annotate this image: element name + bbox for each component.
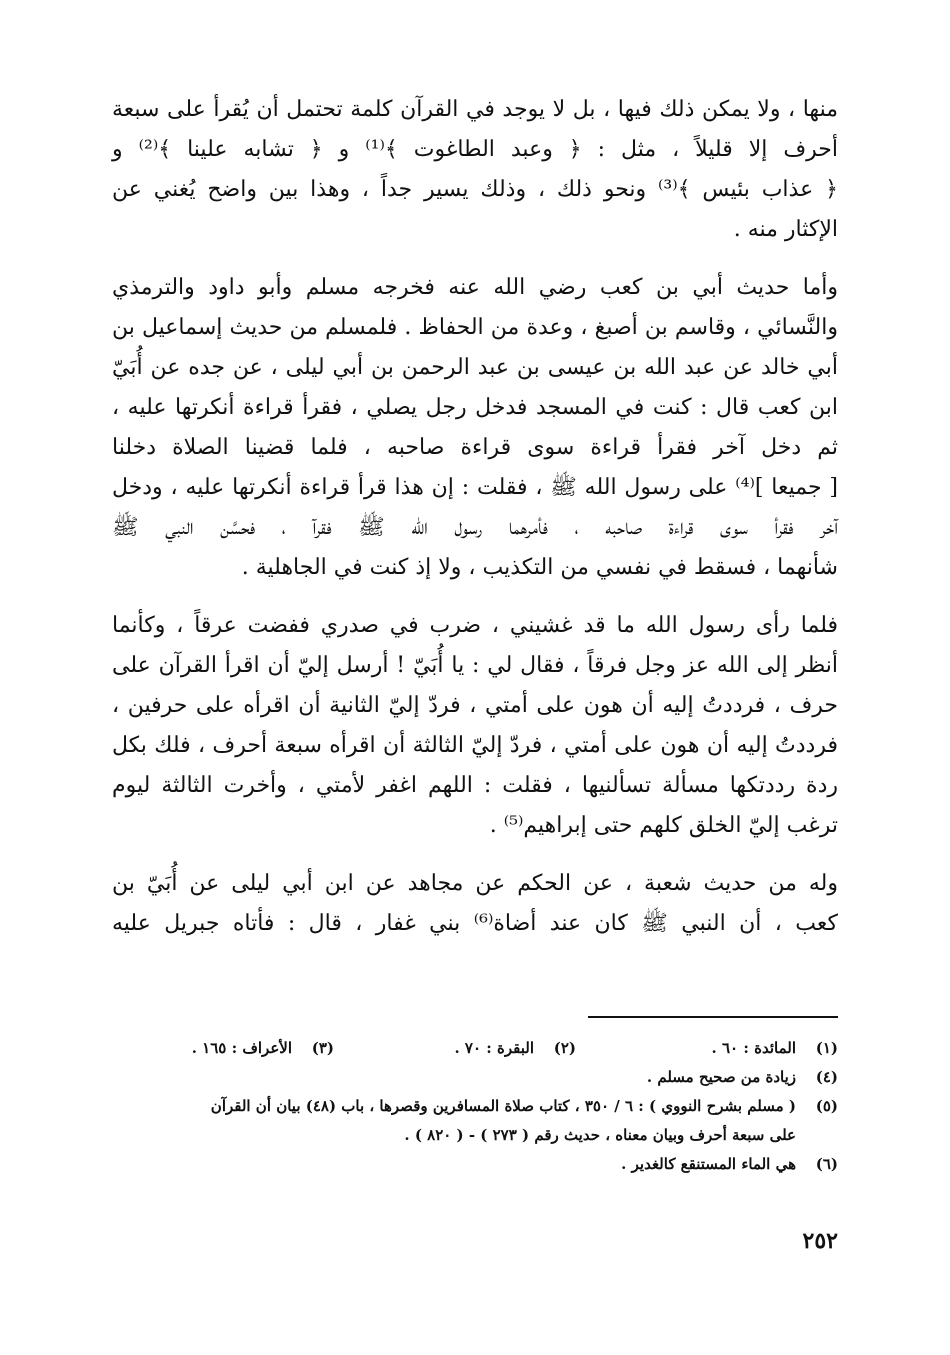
paragraph-2 xyxy=(112,268,838,588)
text-line: ثم دخل آخر فقرأ قراءة سوى قراءة صاحبه ، فلما قضينا الصلاة دخلنا xyxy=(112,435,838,460)
footnote-text: البقرة : ٧٠ . xyxy=(454,1039,534,1057)
text-line: أحرف إلا قليلاً ، مثل : ﴿ وعبد الطاغوت ﴾⁽¹⁾ و ﴿ تشابه علينا ﴾⁽²⁾ و xyxy=(112,137,838,162)
footnote-text: الأعراف : ١٦٥ . xyxy=(191,1039,292,1057)
footnote-number: (٥) xyxy=(815,1097,838,1115)
footnote-text: ( مسلم بشرح النووي ) : ٦ / ٣٥٠ ، كتاب صلاة المسافرين وقصرها ، باب (٤٨) بيان أن القرآن xyxy=(210,1097,796,1115)
page-number: ٢٥٢ xyxy=(802,1228,838,1254)
text-line: وله من حديث شعبة ، عن الحكم عن مجاهد عن ابن أبي ليلى عن أُبَيّ بن xyxy=(112,871,838,896)
text-line: أنظر إلى الله عز وجل فرقاً ، فقال لي : يا أُبَيّ ! أرسل إليّ أن اقرأ القرآن على xyxy=(112,653,838,678)
paragraph-1 xyxy=(112,90,838,250)
text-line: أبي خالد عن عبد الله بن عيسى بن عبد الرحمن بن أبي ليلى ، عن جده عن أُبَيّ xyxy=(112,355,838,380)
footnote-separator xyxy=(588,1016,838,1018)
footnote-group xyxy=(112,1034,796,1063)
text-line: والنَّسائي ، وقاسم بن أصبغ ، وعدة من الحفاظ . فلمسلم من حديث إسماعيل بن xyxy=(112,315,838,340)
footnote-row-6 xyxy=(112,1150,838,1179)
text-line: آخر فقرأ سوى قراءة صاحبه ، فأمرهما رسول الله ﷺ فقرآ ، فحسَّن النبي ﷺ xyxy=(112,515,838,540)
text-line: ردة رددتكها مسألة تسألنيها ، فقلت : اللهم اغفر لأمتي ، وأخرت الثالثة ليوم xyxy=(112,773,838,798)
footnote-indent xyxy=(796,1121,838,1150)
text-line: حرف ، فرددتُ إليه أن هون على أمتي ، فردّ إليّ الثانية أن اقرأه على حرفين ، xyxy=(112,693,838,718)
footnote-number: (٢) xyxy=(553,1039,576,1057)
footnote-text: المائدة : ٦٠ . xyxy=(711,1039,796,1057)
text-line: فلما رأى رسول الله ما قد غشيني ، ضرب في صدري ففضت عرقاً ، وكأنما xyxy=(112,613,838,638)
footnote-row-5 xyxy=(112,1092,838,1121)
text-line: ترغب إليّ الخلق كلهم حتى إبراهيم⁽⁵⁾ . xyxy=(489,813,838,838)
text-line: شأنهما ، فسقط في نفسي من التكذيب ، ولا إذ كنت في الجاهلية . xyxy=(241,555,838,580)
footnote-number: (٣) xyxy=(311,1039,334,1057)
text-line: كعب ، أن النبي ﷺ كان عند أضاة⁽⁶⁾ بني غفار ، قال : فأتاه جبريل عليه xyxy=(112,911,839,936)
text-line: [ جميعا ]⁽⁴⁾ على رسول الله ﷺ ، فقلت : إن هذا قرأ قراءة أنكرتها عليه ، ودخل xyxy=(112,475,838,500)
footnote-row-5-cont xyxy=(112,1121,838,1150)
text-line: ابن كعب قال : كنت في المسجد فدخل رجل يصلي ، فقرأ قراءة أنكرتها عليه ، xyxy=(112,395,838,420)
text-line: الإكثار منه . xyxy=(733,217,838,242)
footnote-number: (٦) xyxy=(815,1155,838,1173)
footnotes xyxy=(112,1034,838,1179)
footnote-text: زيادة من صحيح مسلم . xyxy=(646,1068,796,1086)
footnote-row-1 xyxy=(112,1034,838,1063)
paragraph-4 xyxy=(112,864,838,944)
footnote-number: (١) xyxy=(815,1039,838,1057)
footnote-row-4 xyxy=(112,1063,838,1092)
text-line: وأما حديث أبي بن كعب رضي الله عنه فخرجه مسلم وأبو داود والترمذي xyxy=(112,275,838,300)
paragraph-3 xyxy=(112,606,838,846)
main-text xyxy=(112,90,838,944)
text-line: منها ، ولا يمكن ذلك فيها ، بل لا يوجد في القرآن كلمة تحتمل أن يُقرأ على سبعة xyxy=(112,97,838,122)
text-line: فرددتُ إليه أن هون على أمتي ، فردّ إليّ الثالثة أن اقرأه سبعة أحرف ، فلك بكل xyxy=(112,733,838,758)
footnote-text: على سبعة أحرف وبيان معناه ، حديث رقم ( ٢٧٣ ) - ( ٨٢٠ ) . xyxy=(404,1126,796,1144)
footnote-text: هي الماء المستنقع كالغدير . xyxy=(621,1155,796,1173)
text-line: ﴿ عذاب بئيس ﴾⁽³⁾ ونحو ذلك ، وذلك يسير جداً ، وهذا بين واضح يُغني عن xyxy=(112,177,838,202)
footnote-number: (٤) xyxy=(815,1068,838,1086)
